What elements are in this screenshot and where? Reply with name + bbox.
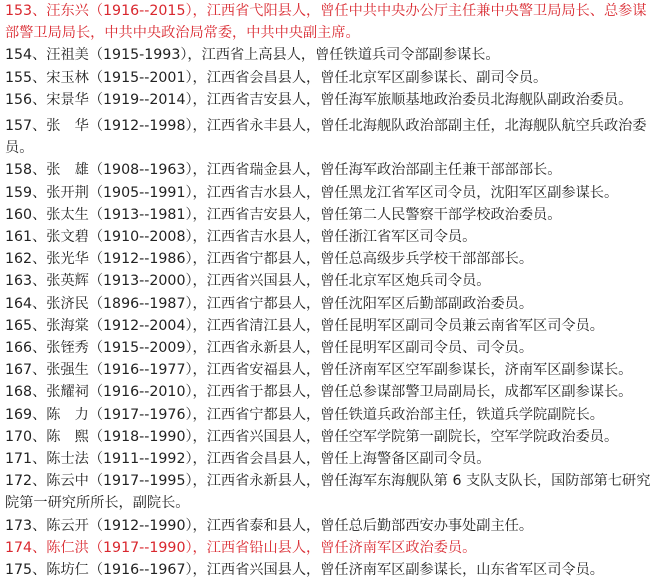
list-item: 156、宋景华（1919--2014），江西省吉安县人，曾任海军旅顺基地政治委员北海舰队副政治委员。 [5, 91, 633, 108]
list-item: 167、张强生（1916--1977），江西省安福县人，曾任济南军区空军副参谋长，济南军区副参谋长。 [5, 362, 633, 379]
list-item: 161、张文碧（1910--2008），江西省吉水县人，曾任浙江省军区司令员。 [5, 229, 477, 246]
list-item: 170、陈 熙（1918--1990），江西省兴国县人，曾任空军学院第一副院长，空军学院政治委员。 [5, 428, 619, 445]
list-item: 153、汪东兴（1916--2015），江西省弋阳县人，曾任中共中央办公厅主任兼中央警卫局局长、总参谋部警卫局局长，中共中央政治局常委，中共中央副主席。 [5, 3, 647, 42]
list-item: 174、陈仁洪（1917--1990），江西省铅山县人，曾任济南军区政治委员。 [5, 539, 477, 556]
list-item: 169、陈 力（1917--1976），江西省宁都县人，曾任铁道兵政治部主任，铁道兵学院副院长。 [5, 406, 604, 423]
list-item: 171、陈士法（1911--1992），江西省会昌县人，曾任上海警备区副司令员。 [5, 451, 491, 468]
list-item: 163、张英辉（1913--2000），江西省兴国县人，曾任北京军区炮兵司令员。 [5, 273, 491, 290]
list-item: 165、张海棠（1912--2004），江西省清江县人，曾任昆明军区副司令员兼云南省军区司令员。 [5, 317, 604, 334]
list-item: 159、张开荆（1905--1991），江西省吉水县人，曾任黑龙江省军区司令员，沈阳军区副参谋长。 [5, 184, 619, 201]
list-item: 158、张 雄（1908--1963），江西省瑞金县人，曾任海军政治部副主任兼干部部部长。 [5, 162, 562, 179]
list-item: 164、张济民（1896--1987），江西省宁都县人，曾任沈阳军区后勤部副政治委员。 [5, 295, 534, 312]
list-item: 173、陈云开（1912--1990），江西省泰和县人，曾任总后勤部西安办事处副主任。 [5, 517, 534, 534]
list-item: 154、汪祖美（1915-1993），江西省上高县人，曾任铁道兵司令部副参谋长。 [5, 47, 500, 64]
list-item: 157、张 华（1912--1998），江西省永丰县人，曾任北海舰队政治部副主任，北海舰队航空兵政治委员。 [5, 118, 647, 157]
list-item: 172、陈云中（1917--1995），江西省永新县人，曾任海军东海舰队第 6 支队支队长，国防部第七研究院第一研究所所长，副院长。 [5, 473, 651, 512]
list-item: 162、张光华（1912--1986），江西省宁都县人，曾任总高级步兵学校干部部部长。 [5, 251, 534, 268]
document-body [5, 0, 655, 581]
list-item: 160、张太生（1913--1981），江西省吉安县人，曾任第二人民警察干部学校政治委员。 [5, 206, 562, 223]
list-item: 175、陈坊仁（1916--1967），江西省兴国县人，曾任济南军区副参谋长，山东省军区司令员。 [5, 562, 604, 579]
list-item: 168、张耀祠（1916--2010），江西省于都县人，曾任总参谋部警卫局副局长，成都军区副参谋长。 [5, 384, 633, 401]
list-item: 155、宋玉林（1915--2001），江西省会昌县人，曾任北京军区副参谋长、副司令员。 [5, 69, 548, 86]
list-item: 166、张铚秀（1915--2009），江西省永新县人，曾任昆明军区副司令员、司令员。 [5, 340, 534, 357]
